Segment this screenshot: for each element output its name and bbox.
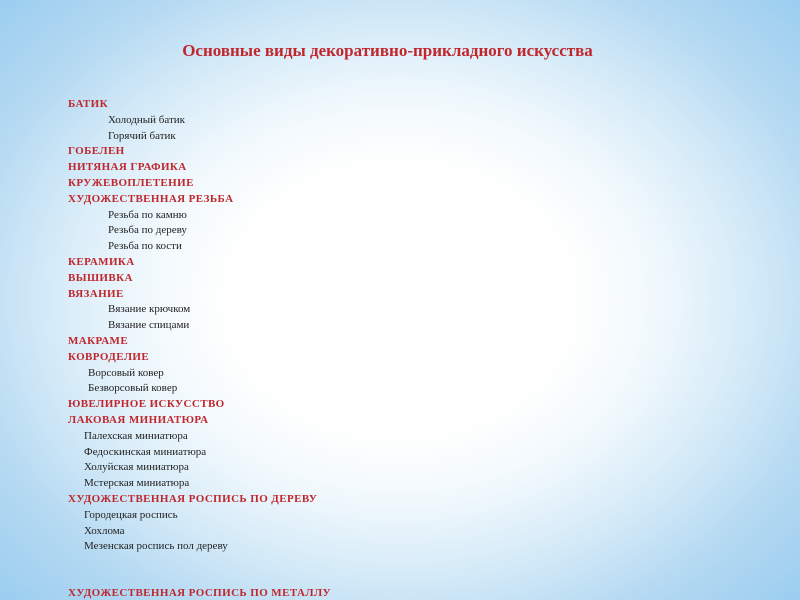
list-item: Городецкая роспись (84, 508, 178, 521)
list-item: Мстерская миниатюра (84, 477, 190, 490)
section-heading-ceramics: КЕРАМИКА (68, 255, 135, 268)
section-heading-batik: БАТИК (68, 98, 108, 110)
list-item: Ворсовый ковер (88, 366, 164, 379)
list-item: Федоскинская миниатюра (84, 445, 207, 458)
page-title: Основные виды декоративно-прикладного искусства (182, 41, 593, 60)
section-heading-jewelry: ЮВЕЛИРНОЕ ИСКУССТВО (68, 398, 225, 411)
section-heading-lacquer-miniature: ЛАКОВАЯ МИНИАТЮРА (68, 413, 209, 426)
section-heading-lace: КРУЖЕВОПЛЕТЕНИЕ (68, 176, 194, 189)
section-heading-embroidery: ВЫШИВКА (68, 271, 133, 284)
list-item: Резьба по кости (108, 240, 182, 253)
section-heading-gobelin: ГОБЕЛЕН (68, 145, 125, 158)
list-item: Горячий батик (108, 129, 176, 142)
list-item: Хохлома (84, 524, 125, 537)
list-item: Вязание крючком (108, 303, 191, 316)
section-heading-wood-painting: ХУДОЖЕСТВЕННАЯ РОСПИСЬ ПО ДЕРЕВУ (68, 492, 318, 505)
list-item: Резьба по дереву (108, 224, 187, 237)
list-item: Мезенская роспись пол дереву (84, 540, 228, 553)
section-heading-metal-painting: ХУДОЖЕСТВЕННАЯ РОСПИСЬ ПО МЕТАЛЛУ (68, 587, 332, 600)
list-item: Холуйская миниатюра (84, 461, 189, 474)
section-heading-knitting: ВЯЗАНИЕ (68, 287, 124, 300)
spacer (68, 555, 768, 586)
section-heading-carving: ХУДОЖЕСТВЕННАЯ РЕЗЬБА (68, 192, 234, 205)
section-heading-macrame: МАКРАМЕ (68, 334, 129, 347)
art-types-list (68, 97, 768, 600)
list-item: Вязание спицами (108, 319, 190, 332)
list-item: Резьба по камню (108, 208, 187, 221)
list-item: Палехская миниатюра (84, 429, 188, 442)
list-item: Безворсовый ковер (88, 382, 178, 395)
section-heading-thread-graphics: НИТЯНАЯ ГРАФИКА (68, 161, 187, 174)
section-heading-carpets: КОВРОДЕЛИЕ (68, 350, 150, 363)
list-item: Холодный батик (108, 113, 186, 126)
